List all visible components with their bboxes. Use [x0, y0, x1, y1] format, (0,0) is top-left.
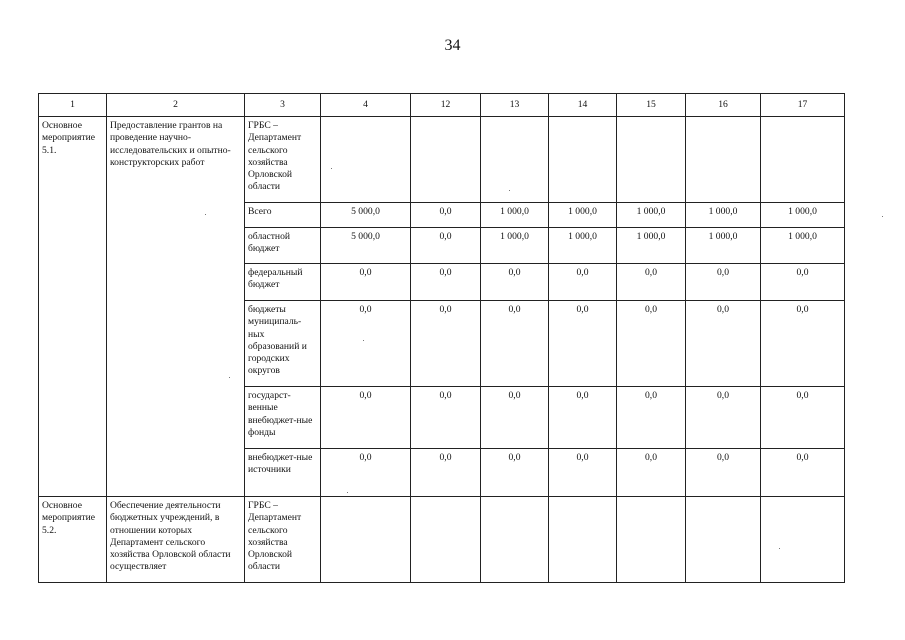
- value-cell: 0,0: [549, 264, 617, 301]
- scan-speck: [363, 340, 364, 341]
- column-header: 2: [107, 94, 245, 117]
- funding-source-label: государст-венные внебюджет-ные фонды: [245, 387, 321, 449]
- scan-speck: [779, 548, 780, 549]
- value-cell: 0,0: [761, 449, 845, 497]
- empty-cell: [761, 117, 845, 203]
- value-cell: 1 000,0: [761, 228, 845, 264]
- column-header: 15: [617, 94, 686, 117]
- column-header: 12: [411, 94, 481, 117]
- scan-speck: [229, 377, 230, 378]
- empty-cell: [321, 117, 411, 203]
- column-header: 17: [761, 94, 845, 117]
- value-cell: 1 000,0: [686, 203, 761, 228]
- value-cell: 0,0: [321, 264, 411, 301]
- value-cell: 1 000,0: [761, 203, 845, 228]
- measure-description: Предоставление грантов на проведение научно-исследовательских и опытно-конструкторских работ: [107, 117, 245, 497]
- value-cell: 0,0: [549, 387, 617, 449]
- executor-cell: ГРБС – Департамент сельского хозяйства Орловской области: [245, 497, 321, 583]
- value-cell: 1 000,0: [686, 228, 761, 264]
- scan-speck: [331, 168, 332, 169]
- measure-name: Основное мероприятие 5.1.: [39, 117, 107, 497]
- value-cell: 1 000,0: [481, 228, 549, 264]
- empty-cell: [686, 497, 761, 583]
- measure1-executor-row: [39, 117, 845, 203]
- funding-source-label: Всего: [245, 203, 321, 228]
- value-cell: 0,0: [686, 387, 761, 449]
- value-cell: 0,0: [321, 387, 411, 449]
- header-row: [39, 94, 845, 117]
- value-cell: 1 000,0: [617, 228, 686, 264]
- empty-cell: [761, 497, 845, 583]
- value-cell: 0,0: [686, 301, 761, 387]
- value-cell: 0,0: [761, 301, 845, 387]
- value-cell: 1 000,0: [549, 203, 617, 228]
- measure-name: Основное мероприятие 5.2.: [39, 497, 107, 583]
- budget-table: [38, 93, 845, 583]
- value-cell: 0,0: [481, 264, 549, 301]
- value-cell: 0,0: [411, 203, 481, 228]
- value-cell: 0,0: [321, 449, 411, 497]
- value-cell: 0,0: [549, 301, 617, 387]
- value-cell: 5 000,0: [321, 203, 411, 228]
- value-cell: 1 000,0: [481, 203, 549, 228]
- value-cell: 0,0: [761, 387, 845, 449]
- value-cell: 0,0: [617, 387, 686, 449]
- empty-cell: [321, 497, 411, 583]
- empty-cell: [617, 497, 686, 583]
- executor-cell: ГРБС – Департамент сельского хозяйства Орловской области: [245, 117, 321, 203]
- empty-cell: [481, 117, 549, 203]
- scan-speck: [509, 190, 510, 191]
- column-header: 1: [39, 94, 107, 117]
- value-cell: 1 000,0: [617, 203, 686, 228]
- value-cell: 0,0: [549, 449, 617, 497]
- value-cell: 5 000,0: [321, 228, 411, 264]
- measure2-executor-row: [39, 497, 845, 583]
- value-cell: 0,0: [617, 264, 686, 301]
- funding-source-label: областной бюджет: [245, 228, 321, 264]
- empty-cell: [481, 497, 549, 583]
- value-cell: 0,0: [411, 449, 481, 497]
- value-cell: 0,0: [617, 449, 686, 497]
- value-cell: 0,0: [481, 387, 549, 449]
- empty-cell: [411, 497, 481, 583]
- measure-description: Обеспечение деятельности бюджетных учреждений, в отношении которых Департамент сельского хозяйства Орловской области осуществляет: [107, 497, 245, 583]
- value-cell: 0,0: [686, 264, 761, 301]
- value-cell: 0,0: [321, 301, 411, 387]
- empty-cell: [617, 117, 686, 203]
- value-cell: 0,0: [411, 228, 481, 264]
- funding-source-label: федеральный бюджет: [245, 264, 321, 301]
- value-cell: 0,0: [411, 264, 481, 301]
- value-cell: 0,0: [761, 264, 845, 301]
- value-cell: 0,0: [411, 301, 481, 387]
- page-number: 34: [444, 37, 461, 54]
- value-cell: 0,0: [686, 449, 761, 497]
- funding-source-label: внебюджет-ные источники: [245, 449, 321, 497]
- value-cell: 0,0: [411, 387, 481, 449]
- funding-source-label: бюджеты муниципаль-ных образований и городских округов: [245, 301, 321, 387]
- column-header: 13: [481, 94, 549, 117]
- scan-speck: [882, 216, 883, 217]
- column-header: 16: [686, 94, 761, 117]
- scan-speck: [205, 214, 206, 215]
- value-cell: 0,0: [481, 301, 549, 387]
- value-cell: 1 000,0: [549, 228, 617, 264]
- value-cell: 0,0: [481, 449, 549, 497]
- empty-cell: [686, 117, 761, 203]
- scan-speck: [347, 492, 348, 493]
- empty-cell: [411, 117, 481, 203]
- empty-cell: [549, 497, 617, 583]
- value-cell: 0,0: [617, 301, 686, 387]
- column-header: 14: [549, 94, 617, 117]
- column-header: 3: [245, 94, 321, 117]
- column-header: 4: [321, 94, 411, 117]
- empty-cell: [549, 117, 617, 203]
